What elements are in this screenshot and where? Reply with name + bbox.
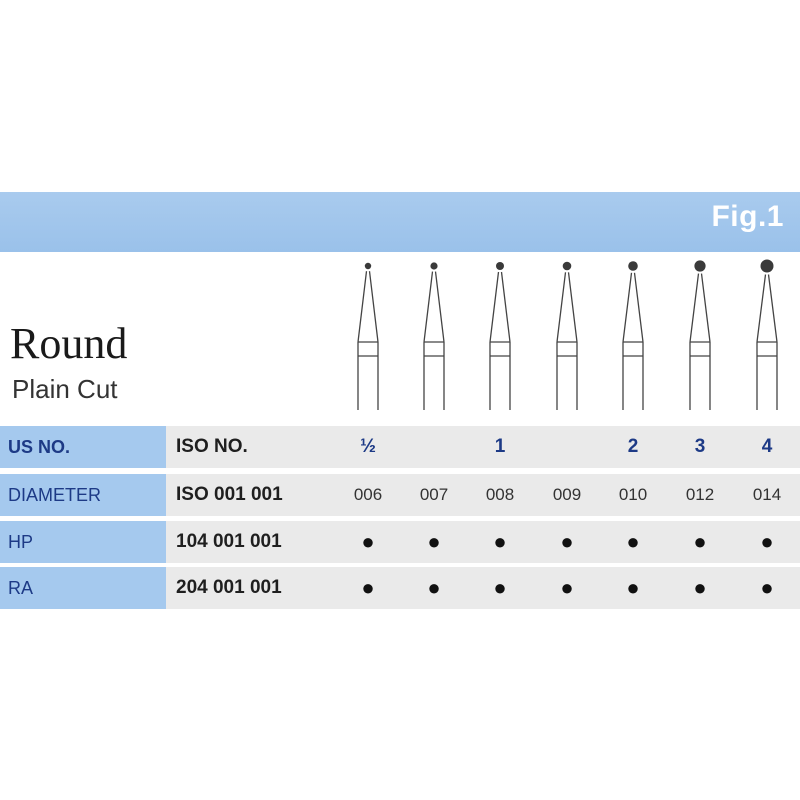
- availability-dot: ●: [626, 529, 640, 554]
- bur-head: [628, 261, 638, 271]
- availability-dot: ●: [427, 575, 441, 600]
- bur-head: [365, 263, 371, 269]
- row-label: HP: [0, 521, 166, 563]
- table-row: [0, 474, 800, 516]
- diameter-value: 010: [618, 485, 648, 504]
- iso-code: 204 001 001: [176, 577, 282, 598]
- bur-head: [430, 262, 437, 269]
- row-label: DIAMETER: [0, 474, 166, 516]
- round-bur-icon: [490, 262, 510, 410]
- availability-dot: ●: [760, 575, 774, 600]
- round-bur-icon: [358, 263, 378, 410]
- us-number: 2: [627, 436, 639, 457]
- us-number: 3: [694, 436, 706, 457]
- us-number: [547, 426, 587, 468]
- table-row: [0, 426, 800, 468]
- bur-illustrations: [0, 256, 800, 416]
- table-row: [0, 567, 800, 609]
- us-number: [414, 426, 454, 468]
- product-title: Round: [10, 319, 128, 368]
- availability-dot: ●: [361, 575, 375, 600]
- availability-dot: ●: [427, 529, 441, 554]
- row-label: US NO.: [0, 426, 166, 468]
- bur-head: [761, 260, 774, 273]
- us-number: 4: [761, 436, 773, 457]
- bur-head: [496, 262, 504, 270]
- diameter-value: 014: [752, 485, 782, 504]
- availability-dot: ●: [361, 529, 375, 554]
- round-bur-icon: [424, 262, 444, 410]
- round-bur-icon: [623, 261, 643, 410]
- diameter-value: 009: [552, 485, 582, 504]
- availability-dot: ●: [493, 575, 507, 600]
- availability-dot: ●: [560, 529, 574, 554]
- round-bur-icon: [690, 260, 710, 410]
- diameter-value: 008: [485, 485, 515, 504]
- iso-code: 104 001 001: [176, 531, 282, 552]
- diameter-value: 007: [419, 485, 449, 504]
- figure-banner: [0, 192, 800, 252]
- iso-code: ISO 001 001: [176, 484, 283, 505]
- diameter-value: 012: [685, 485, 715, 504]
- bur-head: [694, 260, 705, 271]
- round-bur-icon: [557, 262, 577, 410]
- availability-dot: ●: [693, 529, 707, 554]
- us-number: 1: [494, 436, 506, 457]
- availability-dot: ●: [693, 575, 707, 600]
- availability-dot: ●: [560, 575, 574, 600]
- figure-label: Fig.1: [711, 200, 784, 233]
- row-label: RA: [0, 567, 166, 609]
- availability-dot: ●: [626, 575, 640, 600]
- us-number: ½: [360, 436, 376, 457]
- diameter-value: 006: [353, 485, 383, 504]
- round-bur-icon: [757, 260, 777, 411]
- iso-code: ISO NO.: [176, 436, 248, 457]
- bur-head: [563, 262, 572, 271]
- availability-dot: ●: [493, 529, 507, 554]
- table-row: [0, 521, 800, 563]
- availability-dot: ●: [760, 529, 774, 554]
- product-subtitle: Plain Cut: [12, 374, 118, 404]
